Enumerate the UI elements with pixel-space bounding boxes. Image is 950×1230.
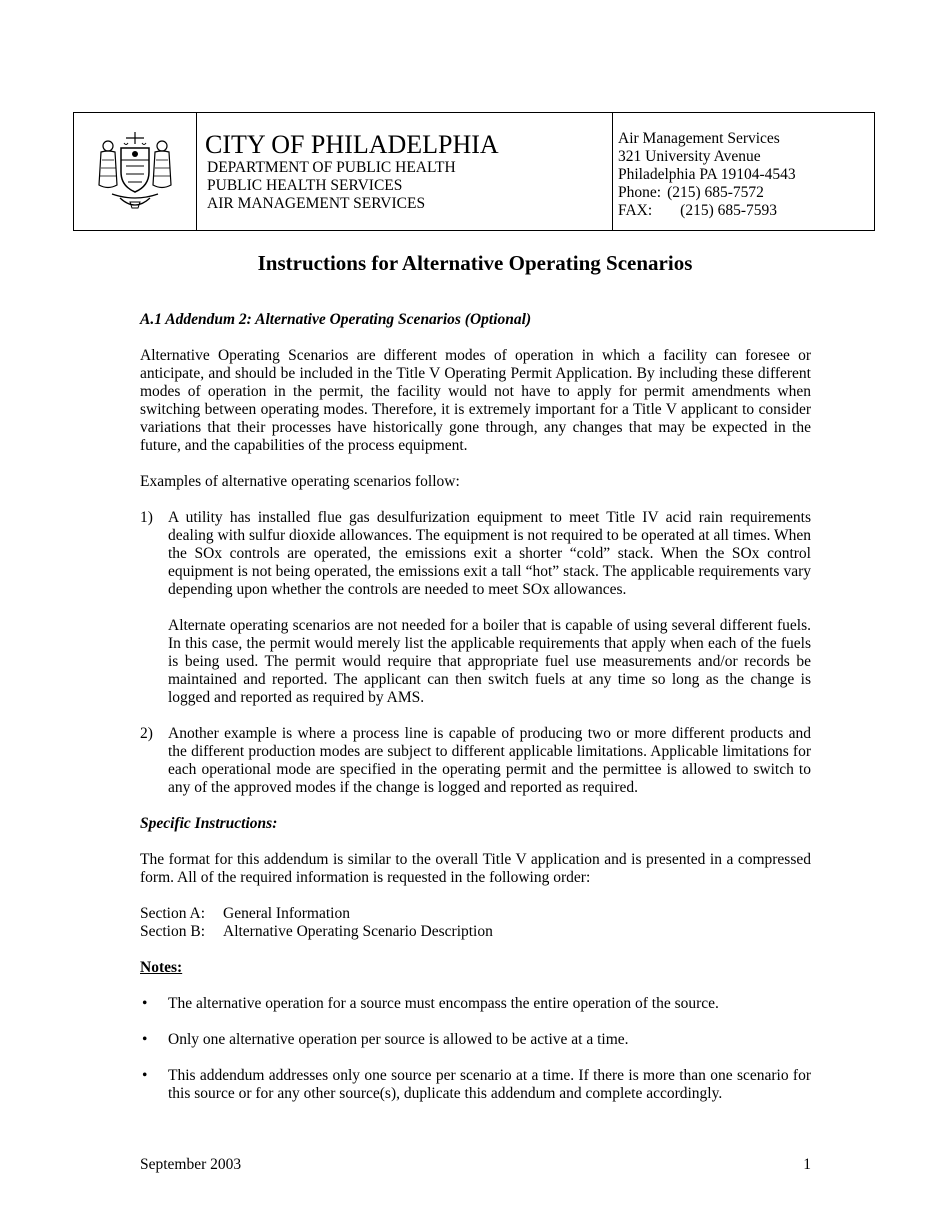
dept-line: AIR MANAGEMENT SERVICES (207, 195, 426, 212)
bullet-icon: • (142, 1031, 148, 1048)
address-org: Air Management Services (618, 130, 780, 147)
list-item (140, 725, 811, 797)
bullet-icon: • (142, 995, 148, 1012)
section-line (140, 905, 811, 923)
list-number: 1) (140, 509, 153, 526)
list-item (140, 1031, 811, 1049)
city-seal (74, 113, 197, 230)
section-label: Section B: (140, 923, 206, 940)
dept-line: DEPARTMENT OF PUBLIC HEALTH (207, 159, 456, 176)
address-block (613, 113, 874, 230)
example-note: Alternate operating scenarios are not needed for a boiler that is capable of using several different fuels. In this case, the permit would merely list the applicable requirements that apply when each of the fuels is being used. The permit would require that appropriate fuel use measurements and/or records be maintained and reported. The applicant can then switch fuels at any time so long as the change is logged and reported as required by AMS. (168, 617, 811, 706)
department-block (197, 113, 613, 230)
examples-list (140, 509, 811, 797)
address-street: 321 University Avenue (618, 148, 761, 165)
page-number: 1 (803, 1156, 811, 1173)
section-heading: A.1 Addendum 2: Alternative Operating Scenarios (Optional) (140, 311, 532, 328)
dept-line: PUBLIC HEALTH SERVICES (207, 177, 403, 194)
note-text: This addendum addresses only one source per scenario at a time. If there is more than one scenario for this source or for any other source(s), duplicate this addendum and complete accordingly. (168, 1067, 811, 1102)
letterhead (73, 112, 875, 231)
document-body (140, 311, 811, 1103)
example-text: Another example is where a process line is capable of producing two or more different products and the different production modes are subject to different applicable limitations. Applicable limitations for each operational mode are specified in the operating permit and the permittee is allowed to switch to any of the approved modes if the change is logged and reported as required. (168, 725, 811, 796)
footer-date: September 2003 (140, 1156, 242, 1173)
list-item (140, 995, 811, 1013)
notes-heading: Notes: (140, 959, 183, 976)
notes-list (140, 995, 811, 1103)
bullet-icon: • (142, 1067, 148, 1084)
page-footer (140, 1156, 811, 1174)
fax-value: (215) 685-7593 (680, 202, 778, 219)
specific-text: The format for this addendum is similar to the overall Title V application and is presented in a compressed form. All of the required information is requested in the following order: (140, 851, 811, 886)
intro-paragraph: Alternative Operating Scenarios are different modes of operation in which a facility can foresee or anticipate, and should be included in the Title V Operating Permit Application. By including these different modes of operation in the permit, the facility would not have to apply for permit amendments when switching between operating modes. Therefore, it is extremely important for a Title V applicant to consider variations that their processes have historically gone through, any changes that may be expected in the future, and the capabilities of the process equipment. (140, 347, 811, 454)
section-value: General Information (223, 905, 350, 922)
phone-line (618, 184, 874, 202)
philadelphia-seal-icon (90, 130, 180, 214)
examples-intro: Examples of alternative operating scenarios follow: (140, 473, 460, 490)
address-city-state: Philadelphia PA 19104-4543 (618, 166, 796, 183)
specific-heading: Specific Instructions: (140, 815, 278, 832)
phone-value: (215) 685-7572 (667, 184, 764, 201)
page-title: Instructions for Alternative Operating Scenarios (257, 251, 693, 275)
list-number: 2) (140, 725, 153, 742)
note-text: Only one alternative operation per source is allowed to be active at a time. (168, 1031, 629, 1048)
fax-line (618, 202, 874, 220)
list-item (140, 1067, 811, 1103)
section-value: Alternative Operating Scenario Description (223, 923, 493, 940)
section-line (140, 923, 811, 941)
example-text: A utility has installed flue gas desulfurization equipment to meet Title IV acid rain requirements dealing with sulfur dioxide allowances. The equipment is not required to be operated at all times. When the SOx controls are operated, the emissions exit a shorter “cold” stack. When the SOx control equipment is not being operated, the emissions exit a tall “hot” stack. The applicable requirements vary depending upon whether the controls are needed to meet SOx allowances. (168, 509, 811, 598)
list-item (140, 509, 811, 707)
city-name: CITY OF PHILADELPHIA (205, 130, 499, 159)
fax-label: FAX: (618, 202, 653, 219)
phone-label: Phone: (618, 184, 662, 201)
note-text: The alternative operation for a source must encompass the entire operation of the source. (168, 995, 719, 1012)
section-label: Section A: (140, 905, 206, 922)
